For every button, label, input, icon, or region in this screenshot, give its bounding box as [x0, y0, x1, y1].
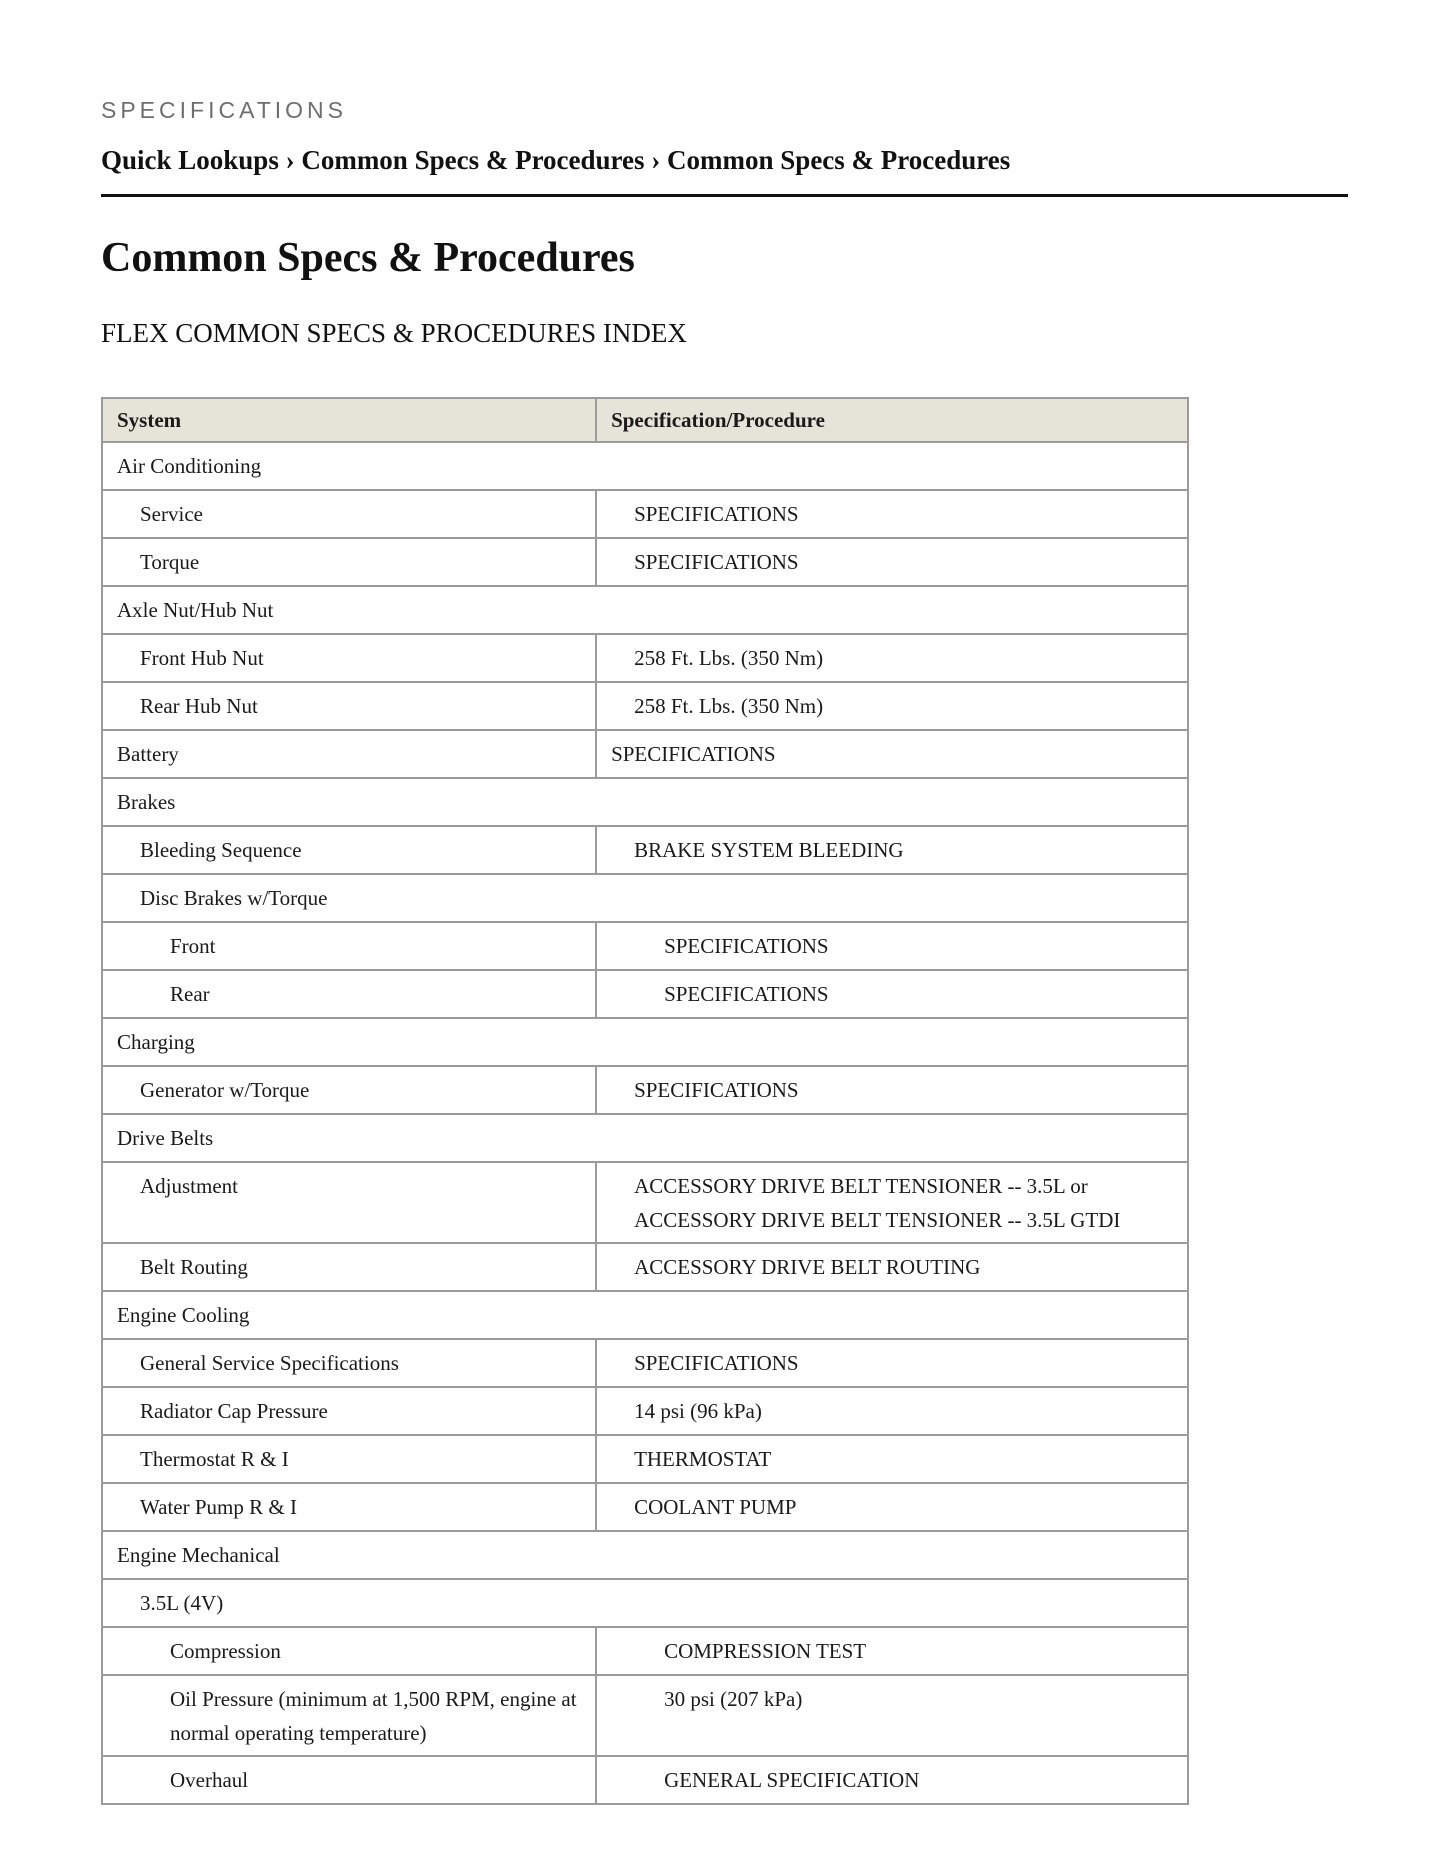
spec-cell: ACCESSORY DRIVE BELT ROUTING — [596, 1243, 1188, 1291]
spec-cell: THERMOSTAT — [596, 1435, 1188, 1483]
table-row — [102, 682, 1188, 730]
column-header-system: System — [102, 398, 596, 442]
system-cell: Front — [102, 922, 596, 970]
system-cell: Brakes — [102, 778, 1188, 826]
system-cell: Adjustment — [102, 1162, 596, 1243]
table-row — [102, 490, 1188, 538]
spec-cell: SPECIFICATIONS — [596, 1339, 1188, 1387]
system-cell: Overhaul — [102, 1756, 596, 1804]
system-cell: Disc Brakes w/Torque — [102, 874, 1188, 922]
system-cell: Radiator Cap Pressure — [102, 1387, 596, 1435]
system-cell: Bleeding Sequence — [102, 826, 596, 874]
table-row — [102, 1339, 1188, 1387]
system-cell: Front Hub Nut — [102, 634, 596, 682]
column-header-spec: Specification/Procedure — [596, 398, 1188, 442]
table-row — [102, 1579, 1188, 1627]
system-cell: Battery — [102, 730, 596, 778]
system-cell: Compression — [102, 1627, 596, 1675]
table-row — [102, 1387, 1188, 1435]
spec-cell: GENERAL SPECIFICATION — [596, 1756, 1188, 1804]
system-cell: General Service Specifications — [102, 1339, 596, 1387]
table-row — [102, 1162, 1188, 1243]
system-cell: Rear Hub Nut — [102, 682, 596, 730]
system-cell: Engine Mechanical — [102, 1531, 1188, 1579]
table-row — [102, 1627, 1188, 1675]
spec-cell: SPECIFICATIONS — [596, 922, 1188, 970]
spec-cell: SPECIFICATIONS — [596, 730, 1188, 778]
system-cell: Thermostat R & I — [102, 1435, 596, 1483]
table-row — [102, 1483, 1188, 1531]
header-divider — [101, 194, 1348, 197]
spec-cell: SPECIFICATIONS — [596, 538, 1188, 586]
system-cell: Water Pump R & I — [102, 1483, 596, 1531]
table-row — [102, 922, 1188, 970]
breadcrumb: Quick Lookups › Common Specs & Procedures › Common Specs & Procedures — [101, 145, 1011, 175]
spec-cell: 30 psi (207 kPa) — [596, 1675, 1188, 1756]
table-row — [102, 1756, 1188, 1804]
table-body — [102, 442, 1188, 1804]
spec-cell: COMPRESSION TEST — [596, 1627, 1188, 1675]
table-header-row — [102, 398, 1188, 442]
system-cell: Engine Cooling — [102, 1291, 1188, 1339]
table-row — [102, 442, 1188, 490]
system-cell: 3.5L (4V) — [102, 1579, 1188, 1627]
spec-cell: ACCESSORY DRIVE BELT TENSIONER -- 3.5L or ACCESSORY DRIVE BELT TENSIONER -- 3.5L GTDI — [596, 1162, 1188, 1243]
spec-cell: SPECIFICATIONS — [596, 1066, 1188, 1114]
table-row — [102, 826, 1188, 874]
table-row — [102, 1435, 1188, 1483]
section-kicker: SPECIFICATIONS — [101, 97, 347, 123]
spec-cell: BRAKE SYSTEM BLEEDING — [596, 826, 1188, 874]
table-row — [102, 1531, 1188, 1579]
spec-cell: 258 Ft. Lbs. (350 Nm) — [596, 634, 1188, 682]
table-row — [102, 1066, 1188, 1114]
spec-cell: 258 Ft. Lbs. (350 Nm) — [596, 682, 1188, 730]
spec-cell: COOLANT PUMP — [596, 1483, 1188, 1531]
specs-table — [101, 397, 1189, 1805]
table-row — [102, 1291, 1188, 1339]
table-row — [102, 586, 1188, 634]
system-cell: Torque — [102, 538, 596, 586]
system-cell: Generator w/Torque — [102, 1066, 596, 1114]
system-cell: Rear — [102, 970, 596, 1018]
table-row — [102, 634, 1188, 682]
table-row — [102, 1018, 1188, 1066]
system-cell: Service — [102, 490, 596, 538]
system-cell: Charging — [102, 1018, 1188, 1066]
system-cell: Air Conditioning — [102, 442, 1188, 490]
table-row — [102, 874, 1188, 922]
page-title: Common Specs & Procedures — [101, 235, 635, 281]
table-row — [102, 1114, 1188, 1162]
table-row — [102, 1675, 1188, 1756]
page-subtitle: FLEX COMMON SPECS & PROCEDURES INDEX — [101, 318, 687, 348]
system-cell: Belt Routing — [102, 1243, 596, 1291]
table-row — [102, 730, 1188, 778]
table-row — [102, 1243, 1188, 1291]
system-cell: Axle Nut/Hub Nut — [102, 586, 1188, 634]
spec-cell: 14 psi (96 kPa) — [596, 1387, 1188, 1435]
table-row — [102, 538, 1188, 586]
table-row — [102, 970, 1188, 1018]
spec-cell: SPECIFICATIONS — [596, 970, 1188, 1018]
system-cell: Oil Pressure (minimum at 1,500 RPM, engine at normal operating temperature) — [102, 1675, 596, 1756]
system-cell: Drive Belts — [102, 1114, 1188, 1162]
spec-cell: SPECIFICATIONS — [596, 490, 1188, 538]
table-row — [102, 778, 1188, 826]
